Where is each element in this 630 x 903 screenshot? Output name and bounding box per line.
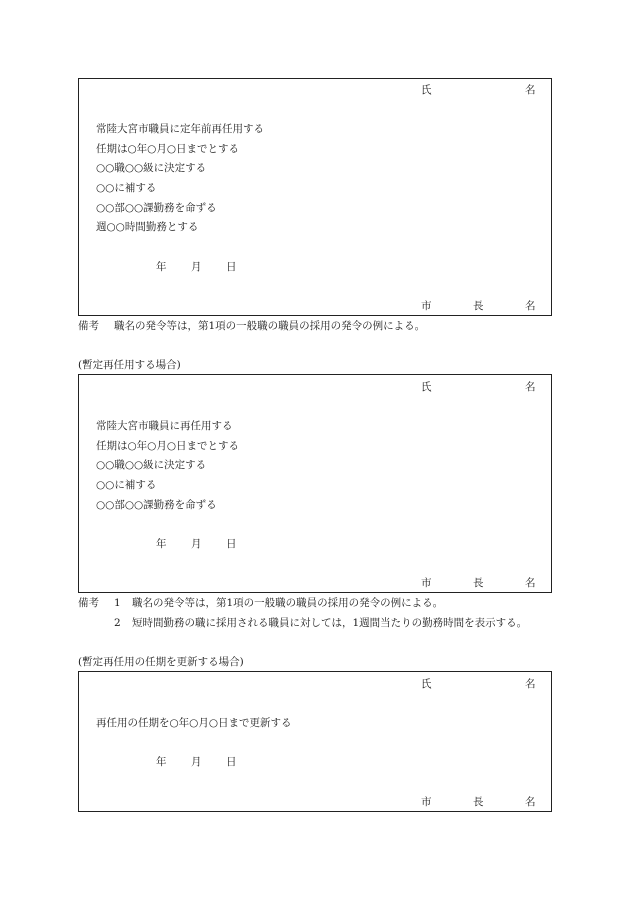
date-day: 日: [226, 756, 237, 768]
signature-mei: 名: [525, 577, 536, 589]
signature-cho: 長: [473, 796, 484, 808]
note2-item-text: 職名の発令等は，第1項の一般職の職員の採用の発令の例による。: [132, 597, 444, 609]
signature-mei: 名: [525, 796, 536, 808]
form-line: 常陸大宮市職員に定年前再任用する: [96, 123, 264, 135]
appointment-form-box-1: [78, 78, 552, 316]
date-month: 月: [191, 756, 202, 768]
form-line: ○○に補する: [96, 479, 157, 491]
form-line: ○○部○○課勤務を命ずる: [96, 499, 217, 511]
form-line: ○○職○○級に決定する: [96, 459, 207, 471]
section3-title: (暫定再任用の任期を更新する場合): [78, 656, 244, 668]
signature-shi: 市: [421, 577, 432, 589]
date-year: 年: [156, 538, 167, 550]
note2-item-num: 2: [114, 617, 121, 629]
name-label-mei: 名: [525, 84, 536, 96]
name-label-mei: 名: [525, 381, 536, 393]
signature-shi: 市: [421, 300, 432, 312]
date-year: 年: [156, 756, 167, 768]
note2-item-text: 短時間勤務の職に採用される職員に対しては，1週間当たりの勤務時間を表示する。: [132, 617, 528, 629]
form-line: ○○部○○課勤務を命ずる: [96, 202, 217, 214]
signature-mei: 名: [525, 300, 536, 312]
date-month: 月: [191, 261, 202, 273]
note1-text: 職名の発令等は，第1項の一般職の職員の採用の発令の例による。: [114, 320, 426, 332]
date-month: 月: [191, 538, 202, 550]
note1-label: 備考: [78, 320, 99, 332]
form-line: 任期は○年○月○日までとする: [96, 143, 239, 155]
form-line: 週○○時間勤務とする: [96, 221, 199, 233]
name-label-shi: 氏: [421, 381, 432, 393]
name-label-mei: 名: [525, 678, 536, 690]
form-line: ○○に補する: [96, 182, 157, 194]
note2-label: 備考: [78, 597, 99, 609]
form-line: 任期は○年○月○日までとする: [96, 440, 239, 452]
signature-cho: 長: [473, 577, 484, 589]
form-line: ○○職○○級に決定する: [96, 162, 207, 174]
section2-title: (暫定再任用する場合): [78, 359, 181, 371]
name-label-shi: 氏: [421, 84, 432, 96]
name-label-shi: 氏: [421, 678, 432, 690]
date-day: 日: [226, 538, 237, 550]
signature-cho: 長: [473, 300, 484, 312]
form-line: 再任用の任期を○年○月○日まで更新する: [96, 717, 292, 729]
form-line: 常陸大宮市職員に再任用する: [96, 420, 233, 432]
date-year: 年: [156, 261, 167, 273]
signature-shi: 市: [421, 796, 432, 808]
appointment-form-box-3: [78, 671, 552, 812]
note2-item-num: 1: [114, 597, 121, 609]
appointment-form-box-2: [78, 374, 552, 593]
date-day: 日: [226, 261, 237, 273]
